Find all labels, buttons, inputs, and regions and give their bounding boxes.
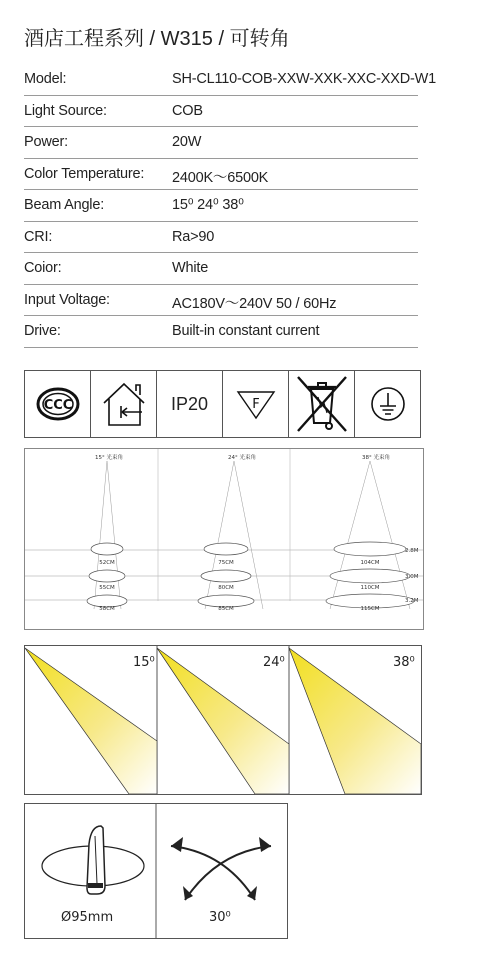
spec-label: Coior: — [24, 260, 62, 276]
beam-diameter: 55CM — [99, 585, 115, 591]
spec-row — [24, 316, 418, 348]
spec-value: 2400K～6500K — [172, 169, 269, 186]
page-title: 酒店工程系列 / W315 / 可转角 — [24, 28, 290, 50]
spec-value: 20W — [172, 134, 202, 150]
spec-row — [24, 190, 418, 222]
dimension-panels — [24, 803, 288, 939]
spec-row — [24, 64, 436, 96]
beam-angle-value: 38⁰ — [393, 655, 415, 670]
spec-row — [24, 96, 418, 128]
spec-row — [24, 127, 418, 159]
weee-crossed-bin-icon — [289, 371, 355, 437]
beam-angle-panels — [24, 645, 422, 795]
spec-row — [24, 253, 418, 285]
spec-label: Beam Angle: — [24, 197, 105, 213]
certification-icons — [24, 370, 421, 438]
svg-text:CCC: CCC — [43, 398, 72, 413]
spec-table — [24, 64, 436, 348]
f-mark-icon — [223, 371, 289, 437]
spec-value: SH-CL110-COB-XXW-XXK-XXC-XXD-W1 — [172, 71, 436, 87]
indoor-use-icon — [91, 371, 157, 437]
spec-value: 15⁰ 24⁰ 38⁰ — [172, 197, 244, 213]
beam-angle-label: 15° 光束角 — [95, 455, 123, 461]
spec-label: Light Source: — [24, 102, 107, 119]
f-mark-label: F — [251, 397, 260, 412]
distance-label: 3.2M — [405, 598, 419, 604]
ccc-icon — [25, 371, 91, 437]
beam-diameter: 80CM — [218, 585, 234, 591]
beam-diameter: 85CM — [218, 606, 234, 612]
spec-label: CRI: — [24, 228, 53, 245]
spec-value: AC180V～240V 50 / 60Hz — [172, 295, 337, 312]
spec-value: COB — [172, 102, 203, 119]
spec-label: Power: — [24, 134, 68, 150]
beam-diameter: 75CM — [218, 560, 234, 566]
beam-diameter: 110CM — [360, 585, 380, 591]
beam-angle-label: 24° 光束角 — [228, 455, 256, 461]
protective-earth-icon — [355, 371, 420, 437]
cutout-dimension: Ø95mm — [61, 910, 114, 925]
spec-value: Built-in constant current — [172, 323, 320, 339]
beam-diameter: 104CM — [360, 560, 380, 566]
beam-angle-label: 38° 光束角 — [362, 455, 390, 461]
spec-label: Drive: — [24, 323, 61, 339]
distance-label: 3.0M — [405, 574, 419, 580]
beam-diameter: 115CM — [360, 606, 380, 612]
spec-row — [24, 285, 418, 317]
spec-value: White — [172, 260, 209, 276]
spec-label: Input Voltage: — [24, 291, 110, 308]
beam-diagram — [24, 448, 424, 630]
ip-rating — [157, 371, 223, 437]
beam-angle-value: 24⁰ — [263, 655, 285, 670]
spec-row — [24, 159, 418, 191]
beam-diameter: 58CM — [99, 606, 115, 612]
spec-row — [24, 222, 418, 254]
spec-label: Model: — [24, 71, 67, 87]
beam-angle-value: 15⁰ — [133, 655, 155, 670]
ip-rating-label: IP20 — [170, 393, 209, 414]
distance-label: 2.8M — [405, 548, 419, 554]
tilt-angle: 30⁰ — [209, 910, 231, 925]
beam-diameter: 52CM — [99, 560, 115, 566]
spec-label: Color Temperature: — [24, 165, 145, 182]
spec-value: Ra>90 — [172, 228, 215, 245]
